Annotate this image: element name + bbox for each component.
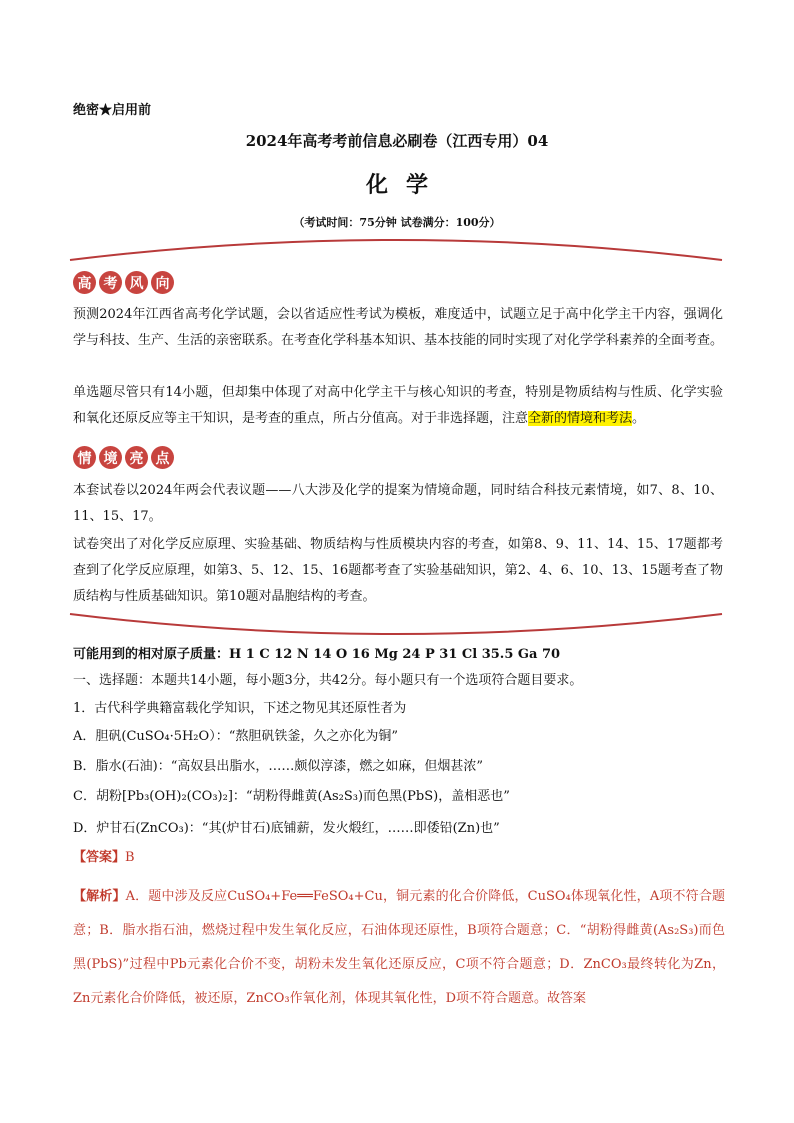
trend-paragraph-2 [73, 380, 723, 432]
highlights-paragraph-2: 试卷突出了对化学反应原理、实验基础、物质结构与性质模块内容的考查，如第8、9、11、14、15、17题都考查到了化学反应原理，如第3、5、12、15、16题都考查了实验基础知识，第2、4、6、10、13、15题考查了物质结构与性质基础知识。第10题对晶胞结构的考查。 [73, 537, 723, 604]
trend-paragraph-2-end: 。 [632, 411, 646, 426]
paper-title: 2024年高考考前信息必刷卷（江西专用）04 [245, 132, 549, 150]
exam-info: （考试时间：75分钟 试卷满分：100分） [293, 216, 501, 229]
option-c-prefix: C．胡粉 [73, 789, 122, 804]
badge-char: 情 [73, 446, 96, 469]
option-b: B．脂水(石油)：“高奴县出脂水，……颇似淳漆，燃之如麻，但烟甚浓” [73, 759, 483, 774]
answer-line [73, 845, 733, 871]
badge-char: 考 [99, 271, 122, 294]
highlights-badge [73, 446, 174, 472]
option-a-prefix: A．胆矾( [73, 729, 127, 744]
option-a-formula: CuSO₄·5H₂O [126, 729, 210, 744]
highlighted-phrase: 全新的情境和考法 [528, 411, 633, 426]
analysis-label: 【解析】 [73, 889, 126, 904]
answer-value: B [125, 850, 135, 865]
badge-char: 向 [151, 271, 174, 294]
confidential-label: 绝密★启用前 [73, 103, 152, 118]
option-a-text: ）：“熬胆矾铁釜，久之亦化为铜” [209, 729, 398, 744]
option-c-text: ：“胡粉得雌黄(As₂S₃)而色黑(PbS)，盖相恶也” [232, 789, 510, 804]
analysis-text: A．题中涉及反应CuSO₄+Fe══FeSO₄+Cu，铜元素的化合价降低，CuSO₄体现氧化性，A项不符合题意；B．脂水指石油，燃烧过程中发生氧化反应，石油体现还原性，B项符合题意；C．“胡粉得雌黄(As₂S₃)而色黑(PbS)”过程中Pb元素化合价不变，胡粉未发生氧化还原反应，C项不符合题意；D．ZnCO₃最终转化为Zn，Zn元素化合价降低，被还原，ZnCO₃作氧化剂，体现其氧化性，D项不符合题意。故答案 [73, 889, 725, 1006]
question-stem: 1．古代科学典籍富载化学知识，下述之物见其还原性者为 [73, 701, 407, 716]
answer-label: 【答案】 [73, 850, 126, 865]
option-d-prefix: D．炉甘石( [73, 821, 141, 836]
top-arc-divider [68, 236, 724, 262]
trend-paragraph-2-text: 单选题尽管只有14小题，但却集中体现了对高中化学主干与核心知识的考查，特别是物质结构与性质、化学实验和氧化还原反应等主干知识，是考查的重点，所占分值高。对于非选择题，注意 [73, 385, 723, 426]
badge-char: 亮 [125, 446, 148, 469]
subject-title: 化学 [365, 172, 446, 198]
bottom-arc-divider [68, 612, 724, 638]
option-c [73, 784, 733, 810]
badge-char: 高 [73, 271, 96, 294]
atomic-masses: 可能用到的相对原子质量：H 1 C 12 N 14 O 16 Mg 24 P 31 Cl 35.5 Ga 70 [73, 647, 561, 662]
option-d [73, 816, 733, 842]
analysis-block [73, 880, 725, 1016]
trend-paragraph-1: 预测2024年江西省高考化学试题，会以省适应性考试为模板，难度适中，试题立足于高中化学主干内容，强调化学与科技、生产、生活的亲密联系。在考查化学科基本知识、基本技能的同时实现了对化学学科素养的全面考查。 [73, 307, 724, 348]
badge-char: 风 [125, 271, 148, 294]
badge-char: 境 [99, 446, 122, 469]
option-d-text: )：“其(炉甘石)底铺薪，发火煅红，……即倭铅(Zn)也” [183, 821, 500, 836]
option-c-formula: [Pb₃(OH)₂(CO₃)₂] [121, 789, 233, 804]
section-heading: 一、选择题：本题共14小题，每小题3分，共42分。每小题只有一个选项符合题目要求。 [73, 673, 583, 688]
trend-badge [73, 271, 174, 297]
option-a [73, 724, 733, 750]
option-d-formula: ZnCO₃ [140, 821, 184, 836]
badge-char: 点 [151, 446, 174, 469]
highlights-paragraph-1: 本套试卷以2024年两会代表议题——八大涉及化学的提案为情境命题，同时结合科技元素情境，如7、8、10、11、15、17。 [73, 483, 723, 524]
